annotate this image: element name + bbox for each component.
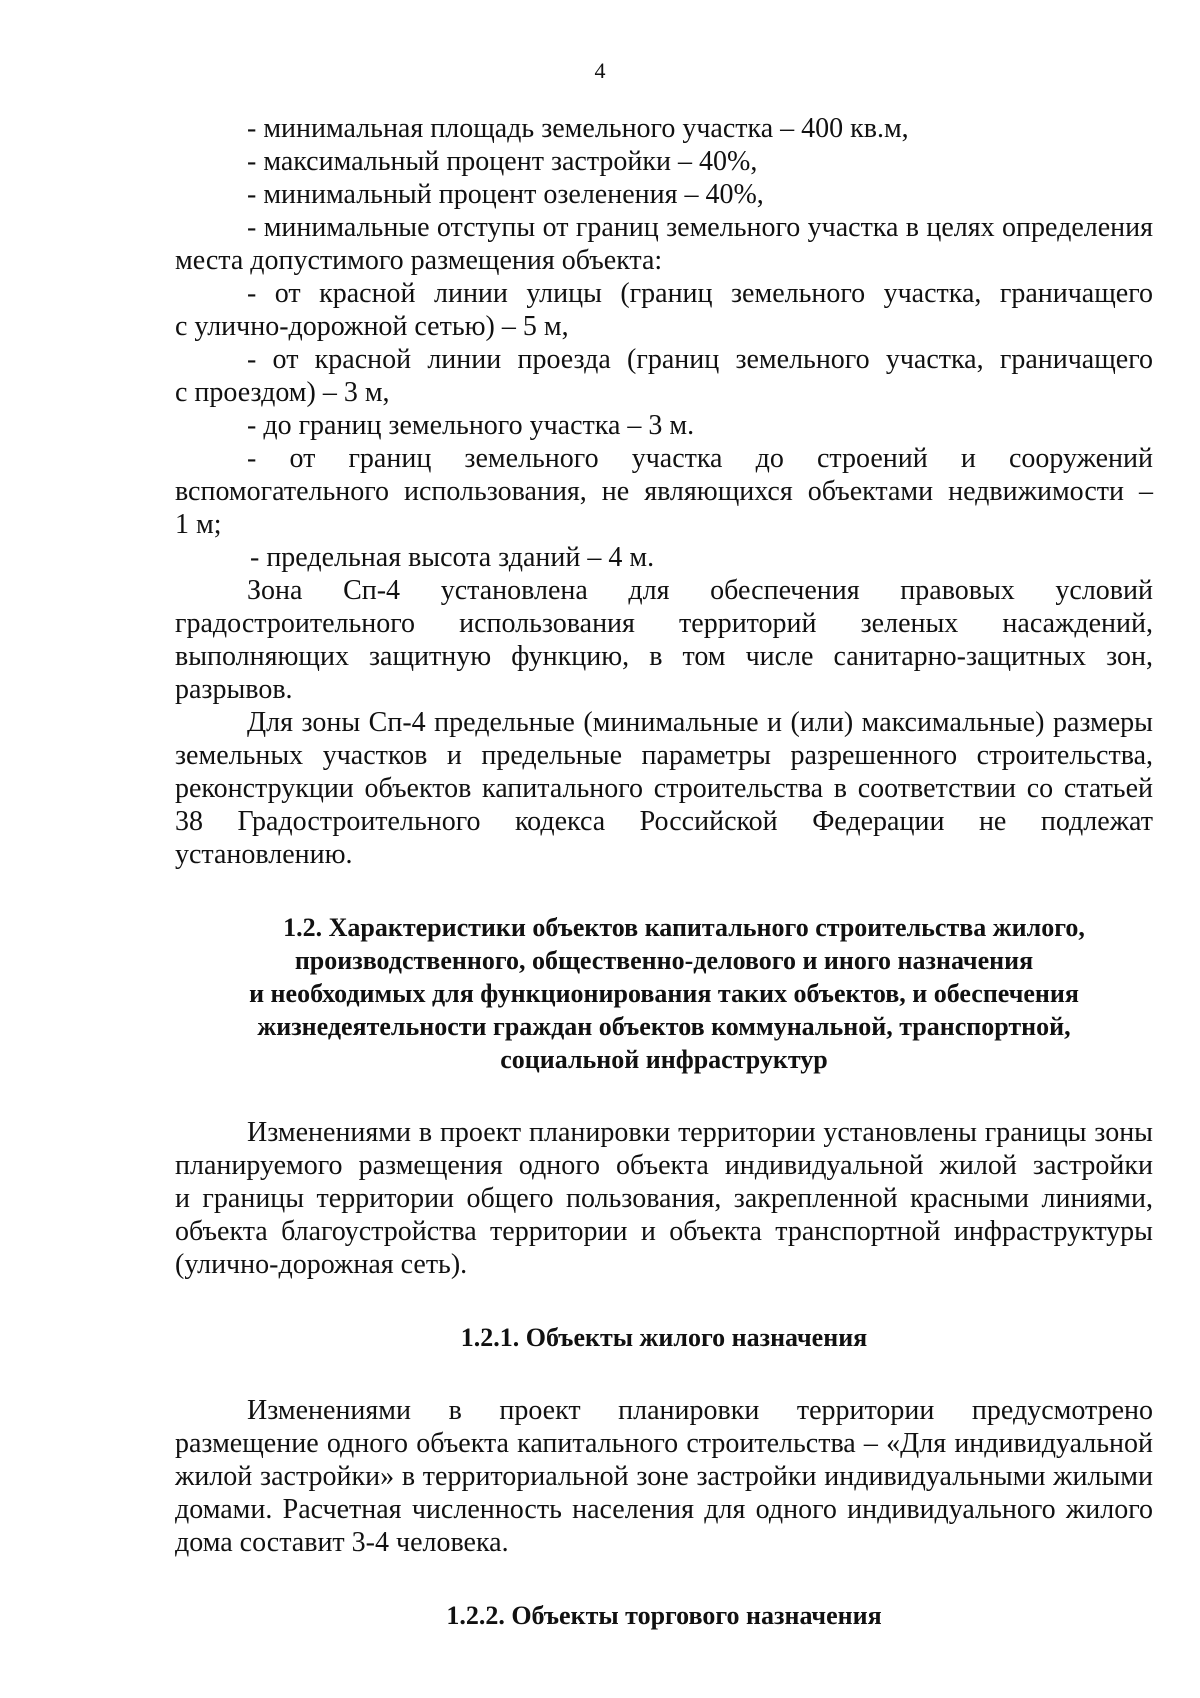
- section-heading-1-2-line-2: производственного, общественно-делового и иного назначения: [294, 946, 1034, 975]
- zone2-para-line-1: Для зоны Сп-4 предельные (минимальные и (или) максимальные) размеры: [247, 707, 1153, 738]
- zone2-para-line-2: земельных участков и предельные параметры разрешенного строительства,: [175, 740, 1153, 771]
- otstupy-line-1: - минимальные отступы от границ земельного участка в целях определения: [247, 212, 1153, 243]
- list-item-area: - минимальная площадь земельного участка – 400 кв.м,: [247, 113, 909, 144]
- zone-para-line-2: градостроительного использования территорий зеленых насаждений,: [175, 608, 1153, 639]
- izm-para-line-4: объекта благоустройства территории и объекта транспортной инфраструктуры: [175, 1216, 1153, 1247]
- zhil-para-line-1: Изменениями в проект планировки территории предусмотрено: [247, 1395, 1153, 1426]
- izm-para-line-3: и границы территории общего пользования, закрепленной красными линиями,: [175, 1183, 1153, 1214]
- otstupy-street-line-1: - от красной линии улицы (границ земельного участка, граничащего: [247, 278, 1153, 309]
- document-body: [175, 112, 1153, 1632]
- otstupy-aux-line-1: - от границ земельного участка до строений и сооружений: [247, 443, 1153, 474]
- zone-para-line-4: разрывов.: [175, 674, 293, 705]
- section-heading-1-2-1: 1.2.1. Объекты жилого назначения: [460, 1323, 868, 1352]
- zone2-para-line-3: реконструкции объектов капитального строительства в соответствии со статьей: [175, 773, 1153, 804]
- otstupy-aux-line-2: вспомогательного использования, не являющихся объектами недвижимости –: [175, 476, 1153, 507]
- izm-para-line-1: Изменениями в проект планировки территории установлены границы зоны: [247, 1117, 1153, 1148]
- zhil-para-line-2: размещение одного объекта капитального строительства – «Для индивидуальной: [175, 1428, 1153, 1459]
- list-item-green-percent: - минимальный процент озеленения – 40%,: [247, 179, 764, 210]
- zhil-para-line-4: домами. Расчетная численность населения для одного индивидуального жилого: [175, 1494, 1153, 1525]
- otstupy-passage-line-2: с проездом) – 3 м,: [175, 377, 390, 408]
- section-heading-1-2-2: 1.2.2. Объекты торгового назначения: [446, 1601, 882, 1630]
- otstupy-street-line-2: с улично-дорожной сетью) – 5 м,: [175, 311, 569, 342]
- otstupy-border-line: - до границ земельного участка – 3 м.: [247, 410, 695, 441]
- otstupy-line-2: места допустимого размещения объекта:: [175, 245, 663, 276]
- section-heading-1-2-line-4: жизнедеятельности граждан объектов коммунальной, транспортной,: [257, 1012, 1071, 1041]
- max-height-line: - предельная высота зданий – 4 м.: [250, 542, 655, 573]
- zone-para-line-3: выполняющих защитную функцию, в том числе санитарно-защитных зон,: [175, 641, 1153, 672]
- izm-para-line-5: (улично-дорожная сеть).: [175, 1249, 468, 1280]
- zone2-para-line-4: 38 Градостроительного кодекса Российской Федерации не подлежат: [175, 806, 1153, 837]
- zhil-para-line-3: жилой застройки» в территориальной зоне застройки индивидуальными жилыми: [175, 1461, 1153, 1492]
- section-heading-1-2-line-1: 1.2. Характеристики объектов капитального строительства жилого,: [283, 913, 1085, 942]
- otstupy-passage-line-1: - от красной линии проезда (границ земельного участка, граничащего: [247, 344, 1153, 375]
- page-number: 4: [594, 58, 606, 83]
- otstupy-aux-line-3: 1 м;: [175, 509, 222, 540]
- zone2-para-line-5: установлению.: [175, 839, 353, 870]
- section-heading-1-2-line-5: социальной инфраструктур: [500, 1045, 828, 1074]
- section-heading-1-2-line-3: и необходимых для функционирования таких объектов, и обеспечения: [249, 979, 1079, 1008]
- zone-para-line-1: Зона Сп-4 установлена для обеспечения правовых условий: [247, 575, 1153, 606]
- zhil-para-line-5: дома составит 3-4 человека.: [175, 1527, 509, 1558]
- list-item-build-percent: - максимальный процент застройки – 40%,: [247, 146, 758, 177]
- izm-para-line-2: планируемого размещения одного объекта индивидуальной жилой застройки: [175, 1150, 1153, 1181]
